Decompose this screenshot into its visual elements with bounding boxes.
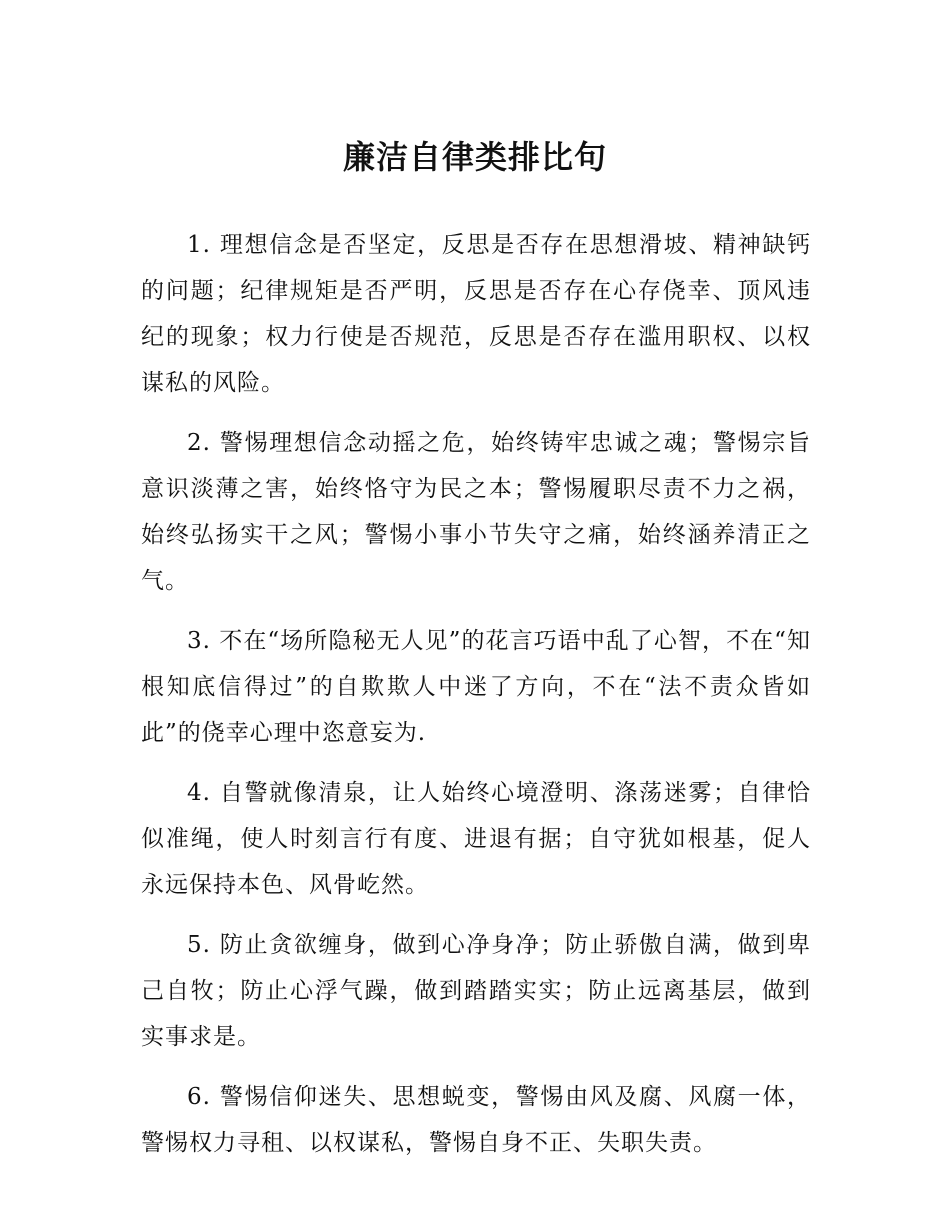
paragraph-1: 1. 理想信念是否坚定，反思是否存在思想滑坡、精神缺钙的问题；纪律规矩是否严明，反思是否存在心存侥幸、顶风违纪的现象；权力行使是否规范，反思是否存在滥用职权、以权谋私的风险。 xyxy=(141,232,811,396)
paragraph-2: 2. 警惕理想信念动摇之危，始终铸牢忠诚之魂；警惕宗旨意识淡薄之害，始终恪守为民之本；警惕履职尽责不力之祸，始终弘扬实干之风；警惕小事小节失守之痛，始终涵养清正之气。 xyxy=(141,430,811,594)
paragraph-5: 5. 防止贪欲缠身，做到心净身净；防止骄傲自满，做到卑己自牧；防止心浮气躁，做到踏踏实实；防止远离基层，做到实事求是。 xyxy=(141,932,811,1050)
paragraph-4: 4. 自警就像清泉，让人始终心境澄明、涤荡迷雾；自律恰似准绳，使人时刻言行有度、进退有据；自守犹如根基，促人永远保持本色、风骨屹然。 xyxy=(141,780,811,898)
paragraph-6: 6. 警惕信仰迷失、思想蜕变，警惕由风及腐、风腐一体，警惕权力寻租、以权谋私，警惕自身不正、失职失责。 xyxy=(141,1084,811,1156)
document-title: 廉洁自律类排比句 xyxy=(342,138,607,177)
document-body xyxy=(141,222,811,1180)
paragraph-3: 3. 不在“场所隐秘无人见”的花言巧语中乱了心智，不在“知根知底信得过”的自欺欺人中迷了方向，不在“法不责众皆如此”的侥幸心理中恣意妄为. xyxy=(141,628,811,746)
